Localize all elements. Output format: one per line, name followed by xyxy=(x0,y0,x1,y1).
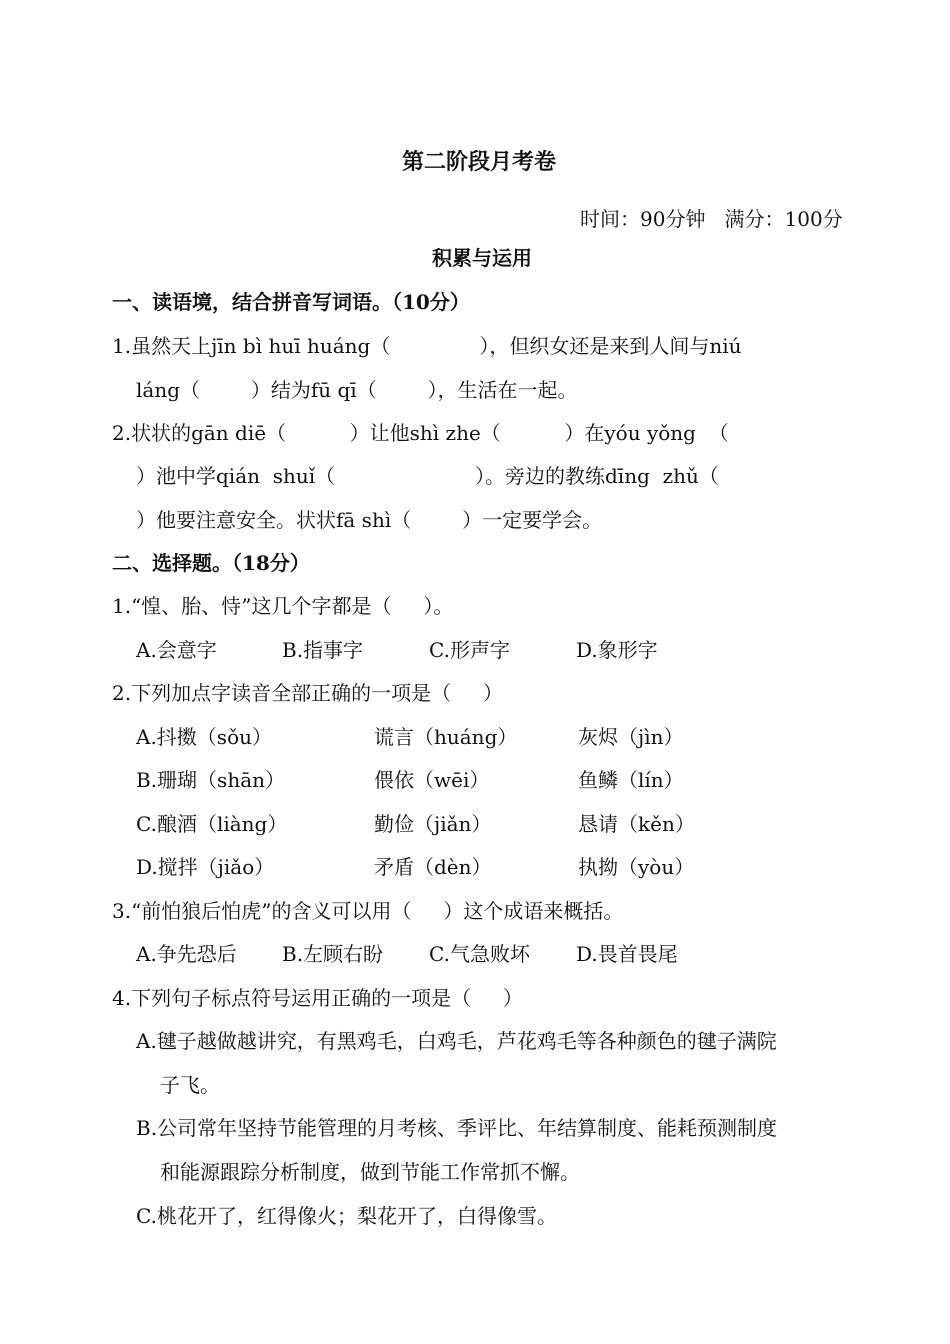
s2-q4-b-line2: 和能源跟踪分析制度，做到节能工作常抓不懈。 xyxy=(160,1160,580,1184)
s2-q2-c3: 恳请（kěn） xyxy=(578,812,695,836)
s2-q3-stem: 3.“前怕狼后怕虎”的含义可以用（ ）这个成语来概括。 xyxy=(112,899,624,923)
s2-q2-b3: 鱼鳞（lín） xyxy=(578,768,684,792)
s2-q3-option-d: D.畏首畏尾 xyxy=(576,942,678,966)
s2-q4-a-line2: 子飞。 xyxy=(160,1073,220,1097)
s2-q3-option-c: C.气急败坏 xyxy=(429,942,530,966)
s2-q2-a1: A.抖擞（sǒu） xyxy=(136,725,272,749)
s2-q1-option-d: D.象形字 xyxy=(576,638,658,662)
s1-q1-line2: láng（ ）结为fū qī（ ），生活在一起。 xyxy=(136,378,578,402)
s2-q2-a3: 灰烬（jìn） xyxy=(578,725,684,749)
s2-q2-d3: 执拗（yòu） xyxy=(578,855,695,879)
s2-q2-b1: B.珊瑚（shān） xyxy=(136,768,286,792)
s2-q2-stem: 2.下列加点字读音全部正确的一项是（ ） xyxy=(112,681,503,705)
s2-q2-d2: 矛盾（dèn） xyxy=(374,855,492,879)
s2-q3-option-b: B.左顾右盼 xyxy=(282,942,384,966)
s2-q4-a-line1: A.毽子越做越讲究，有黑鸡毛，白鸡毛，芦花鸡毛等各种颜色的毽子满院 xyxy=(136,1029,777,1053)
s2-q1-option-a: A.会意字 xyxy=(136,638,217,662)
s2-q2-c1: C.酿酒（liàng） xyxy=(136,812,288,836)
section2-heading: 二、选择题。（18分） xyxy=(112,551,310,575)
s2-q1-stem: 1.“惶、胎、恃”这几个字都是（ ）。 xyxy=(112,594,454,618)
s2-q4-stem: 4.下列句子标点符号运用正确的一项是（ ） xyxy=(112,986,523,1010)
exam-title: 第二阶段月考卷 xyxy=(402,149,557,175)
part-title: 积累与运用 xyxy=(432,246,532,270)
s2-q2-a2: 谎言（huáng） xyxy=(374,725,518,749)
s2-q1-option-c: C.形声字 xyxy=(429,638,510,662)
s2-q4-c: C.桃花开了，红得像火；梨花开了，白得像雪。 xyxy=(136,1204,557,1228)
section1-heading: 一、读语境，结合拼音写词语。（10分） xyxy=(112,290,470,314)
s2-q2-c2: 勤俭（jiǎn） xyxy=(374,812,492,836)
s2-q2-d1: D.搅拌（jiǎo） xyxy=(136,855,275,879)
exam-meta: 时间：90分钟 满分：100分 xyxy=(580,207,843,231)
s1-q1-line1: 1.虽然天上jīn bì huī huáng（ ），但织女还是来到人间与niú xyxy=(112,334,742,358)
s2-q3-option-a: A.争先恐后 xyxy=(136,942,237,966)
s1-q2-line2: ）池中学qián shuǐ（ ）。旁边的教练dīng zhǔ（ xyxy=(136,464,719,488)
s1-q2-line3: ）他要注意安全。状状fā shì（ ）一定要学会。 xyxy=(136,508,603,532)
s2-q4-b-line1: B.公司常年坚持节能管理的月考核、季评比、年结算制度、能耗预测制度 xyxy=(136,1116,778,1140)
s2-q2-b2: 偎依（wēi） xyxy=(374,768,490,792)
s1-q2-line1: 2.状状的gān diē（ ）让他shì zhe（ ）在yóu yǒng （ xyxy=(112,421,729,445)
s2-q1-option-b: B.指事字 xyxy=(282,638,364,662)
